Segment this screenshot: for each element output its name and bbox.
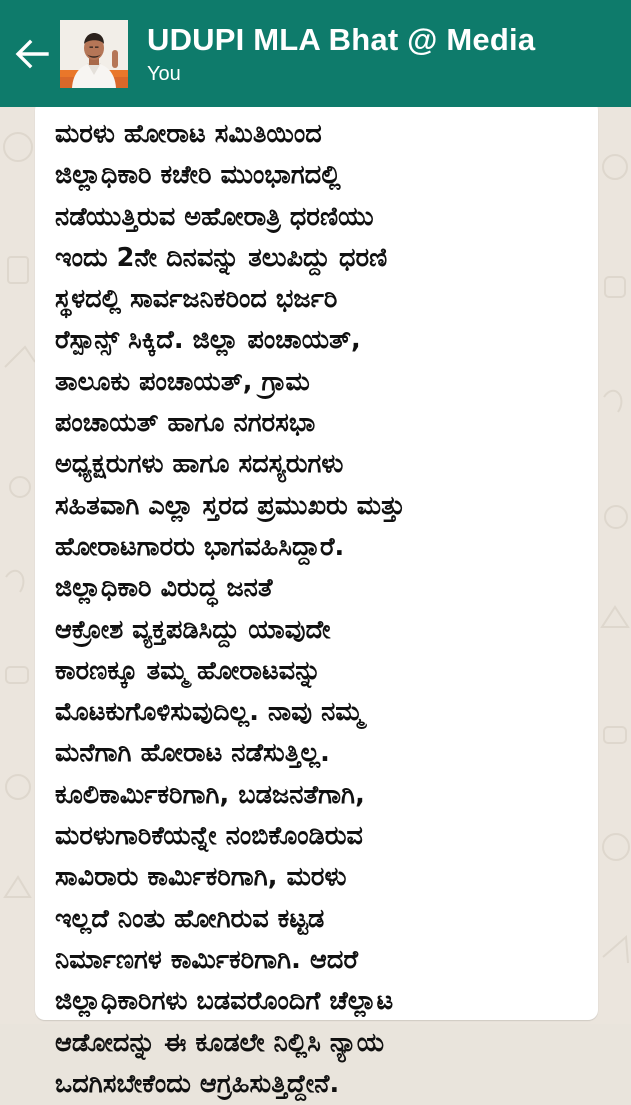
chat-header-info[interactable] (147, 21, 535, 87)
chat-title: UDUPI MLA Bhat @ Media (147, 21, 536, 57)
chat-subtitle: You (147, 62, 181, 85)
message-bubble[interactable] (35, 100, 598, 1099)
message-text: ಮರಳು ಹೋರಾಟ ಸಮಿತಿಯಿಂದ ಜಿಲ್ಲಾಧಿಕಾರಿ ಕಚೇರಿ ಮುಂಭಾಗದಲ್ಲಿ ನಡೆಯುತ್ತಿರುವ ಅಹೋರಾತ್ರಿ ಧರಣಿಯು ಇಂದು 2ನೇ ದಿನವನ್ನು ತಲುಪಿದ್ದು ಧರಣಿ ಸ್ಥಳದಲ್ಲಿ ಸಾರ್ವಜನಿಕರಿಂದ ಭರ್ಜರಿ ರೆಸ್ಪಾನ್ಸ್ ಸಿಕ್ಕಿದೆ. ಜಿಲ್ಲಾ ಪಂಚಾಯತ್, ತಾಲೂಕು ಪಂಚಾಯತ್, ಗ್ರಾಮ ಪಂಚಾಯತ್ ಹಾಗೂ ನಗರಸಭಾ ಅಧ್ಯಕ್ಷರುಗಳು ಹಾಗೂ ಸದಸ್ಯರುಗಳು ಸಹಿತವಾಗಿ ಎಲ್ಲಾ ಸ್ತರದ ಪ್ರಮುಖರು ಮತ್ತು ಹೋರಾಟಗಾರರು ಭಾಗವಹಿಸಿದ್ದಾರೆ. ಜಿಲ್ಲಾಧಿಕಾರಿ ವಿರುದ್ಧ ಜನತೆ ಆಕ್ರೋಶ ವ್ಯಕ್ತಪಡಿಸಿದ್ದು ಯಾವುದೇ ಕಾರಣಕ್ಕೂ ತಮ್ಮ ಹೋರಾಟವನ್ನು ಮೊಟಕುಗೊಳಿಸುವುದಿಲ್ಲ. ನಾವು ನಮ್ಮ ಮನೆಗಾಗಿ ಹೋರಾಟ ನಡೆಸುತ್ತಿಲ್ಲ. ಕೂಲಿಕಾರ್ಮಿಕರಿಗಾಗಿ, ಬಡಜನತೆಗಾಗಿ, ಮರಳುಗಾರಿಕೆಯನ್ನೇ ನಂಬಿಕೊಂಡಿರುವ ಸಾವಿರಾರು ಕಾರ್ಮಿಕರಿಗಾಗಿ, ಮರಳು ಇಲ್ಲದೆ ನಿಂತು ಹೋಗಿರುವ ಕಟ್ಟಡ ನಿರ್ಮಾಣಗಳ ಕಾರ್ಮಿಕರಿಗಾಗಿ. ಆದರೆ ಜಿಲ್ಲಾಧಿಕಾರಿಗಳು ಬಡವರೊಂದಿಗೆ ಚೆಲ್ಲಾಟ ಆಡೋದನ್ನು ಈ ಕೂಡಲೇ ನಿಲ್ಲಿಸಿ ನ್ಯಾಯ ಒದಗಿಸಬೇಕೆಂದು ಆಗ್ರಹಿಸುತ್ತಿದ್ದೇನೆ. (55, 119, 406, 1099)
person-avatar-icon (60, 20, 128, 88)
group-avatar[interactable] (60, 20, 128, 88)
arrow-left-icon (15, 39, 49, 69)
back-button[interactable] (6, 0, 58, 107)
chat-header (0, 0, 631, 107)
